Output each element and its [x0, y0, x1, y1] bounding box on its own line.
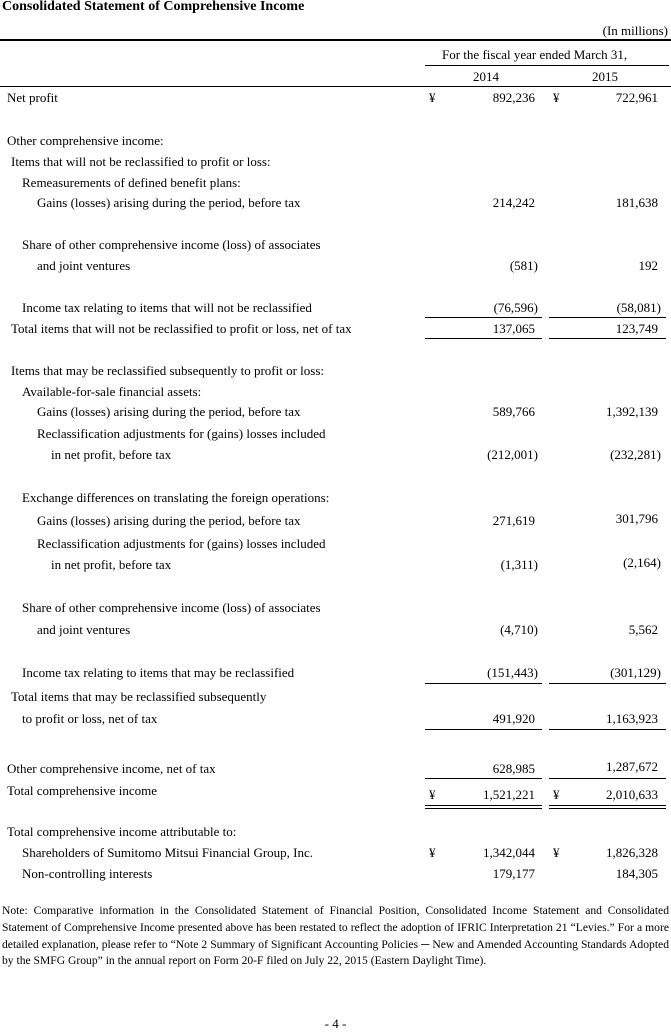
row-label: Income tax relating to items that will not be reclassified: [22, 300, 312, 315]
value-2015: (58,081): [616, 300, 661, 315]
double-rule: [549, 805, 666, 806]
yen-symbol: ¥: [553, 787, 560, 802]
value-2015: 5,562: [628, 622, 658, 637]
value-2015: 1,287,672: [606, 759, 658, 774]
section-header: Remeasurements of defined benefit plans:: [22, 175, 241, 190]
row-label: and joint ventures: [37, 258, 131, 273]
value-2014: 1,521,221: [483, 787, 535, 802]
yen-symbol: ¥: [429, 90, 436, 105]
header-top-rule: [0, 39, 671, 41]
total-rule: [549, 338, 666, 339]
total-rule: [549, 729, 666, 730]
row-label: Total comprehensive income: [7, 783, 157, 798]
value-2015: 181,638: [615, 195, 658, 210]
section-header: Available-for-sale financial assets:: [22, 384, 202, 399]
subtotal-rule: [425, 778, 542, 779]
value-2014: 179,177: [492, 866, 535, 881]
value-2014: (151,443): [487, 665, 538, 680]
value-2015: 123,749: [615, 321, 658, 336]
value-2014: 1,342,044: [483, 845, 535, 860]
row-label: and joint ventures: [37, 622, 131, 637]
page-title: Consolidated Statement of Comprehensive Income: [2, 0, 305, 14]
value-2015: (2,164): [623, 555, 661, 570]
total-rule: [425, 338, 542, 339]
value-2014: 589,766: [492, 404, 535, 419]
section-header: Total comprehensive income attributable to:: [7, 824, 237, 839]
value-2015: 192: [638, 258, 658, 273]
double-rule: [425, 808, 542, 809]
yen-symbol: ¥: [429, 845, 436, 860]
value-2015: 722,961: [615, 90, 658, 105]
header-bottom-rule: [0, 86, 671, 87]
section-header: Other comprehensive income:: [7, 133, 164, 148]
value-2014: 892,236: [492, 90, 535, 105]
value-2014: (4,710): [500, 622, 538, 637]
page-number: - 4 -: [324, 1016, 347, 1031]
year-2014-header: 2014: [473, 69, 499, 84]
total-rule: [425, 729, 542, 730]
value-2015: 1,163,923: [606, 711, 658, 726]
row-label: Net profit: [7, 90, 58, 105]
row-label: in net profit, before tax: [51, 557, 172, 572]
value-2014: (76,596): [493, 300, 538, 315]
subtotal-rule: [425, 683, 542, 684]
section-header: Items that will not be reclassified to profit or loss:: [11, 154, 271, 169]
value-2014: (212,001): [487, 447, 538, 462]
subtotal-rule: [549, 778, 666, 779]
row-label: Shareholders of Sumitomo Mitsui Financial Group, Inc.: [22, 845, 314, 860]
value-2014: 214,242: [492, 195, 535, 210]
value-2014: (1,311): [500, 557, 538, 572]
subtotal-rule: [549, 683, 666, 684]
double-rule: [549, 808, 666, 809]
yen-symbol: ¥: [429, 787, 436, 802]
yen-symbol: ¥: [553, 845, 560, 860]
subtotal-rule: [549, 317, 666, 318]
row-label: Share of other comprehensive income (loss) of associates: [22, 600, 321, 615]
value-2015: 1,826,328: [606, 845, 658, 860]
row-label: Share of other comprehensive income (loss) of associates: [22, 237, 321, 252]
footnote: Note: Comparative information in the Consolidated Statement of Financial Position, Consolidated Income Statement and Consolidated Statement of Comprehensive Income presented above has been restated to reflect the adoption of IFRIC Interpretation 21 “Levies.” For a more detailed explanation, please refer to “Note 2 Summary of Significant Accounting Policies ─ New and Amended Accounting Standards Adopted by the SMFG Group” in the annual report on Form 20-F filed on July 22, 2015 (Eastern Daylight Time).: [2, 904, 669, 968]
value-2014: 271,619: [492, 513, 535, 528]
section-header: Items that may be reclassified subsequently to profit or loss:: [11, 363, 325, 378]
row-label: Income tax relating to items that may be reclassified: [22, 665, 295, 680]
double-rule: [425, 805, 542, 806]
yen-symbol: ¥: [553, 90, 560, 105]
value-2014: 491,920: [492, 711, 535, 726]
row-label: Reclassification adjustments for (gains) losses included: [37, 426, 326, 441]
value-2015: 1,392,139: [606, 404, 658, 419]
row-label: Total items that will not be reclassified to profit or loss, net of tax: [11, 321, 352, 336]
value-2014: 628,985: [492, 761, 535, 776]
row-label: Total items that may be reclassified subsequently: [11, 689, 267, 704]
value-2014: (581): [509, 258, 538, 273]
subtotal-rule: [425, 317, 542, 318]
row-label: in net profit, before tax: [51, 447, 172, 462]
row-label: Non-controlling interests: [22, 866, 153, 881]
row-label: Reclassification adjustments for (gains) losses included: [37, 536, 326, 551]
unit-note: (In millions): [602, 23, 668, 38]
period-header: For the fiscal year ended March 31,: [442, 47, 628, 62]
row-label: Gains (losses) arising during the period, before tax: [37, 195, 301, 210]
period-underline: [425, 65, 669, 66]
row-label: to profit or loss, net of tax: [22, 711, 158, 726]
row-label: Gains (losses) arising during the period, before tax: [37, 513, 301, 528]
value-2014: 137,065: [492, 321, 535, 336]
row-label: Other comprehensive income, net of tax: [7, 761, 216, 776]
value-2015: 2,010,633: [606, 787, 658, 802]
value-2015: (301,129): [610, 665, 661, 680]
value-2015: (232,281): [610, 447, 661, 462]
row-label: Gains (losses) arising during the period, before tax: [37, 404, 301, 419]
section-header: Exchange differences on translating the foreign operations:: [22, 490, 330, 505]
value-2015: 184,305: [615, 866, 658, 881]
value-2015: 301,796: [615, 511, 658, 526]
year-2015-header: 2015: [592, 69, 618, 84]
